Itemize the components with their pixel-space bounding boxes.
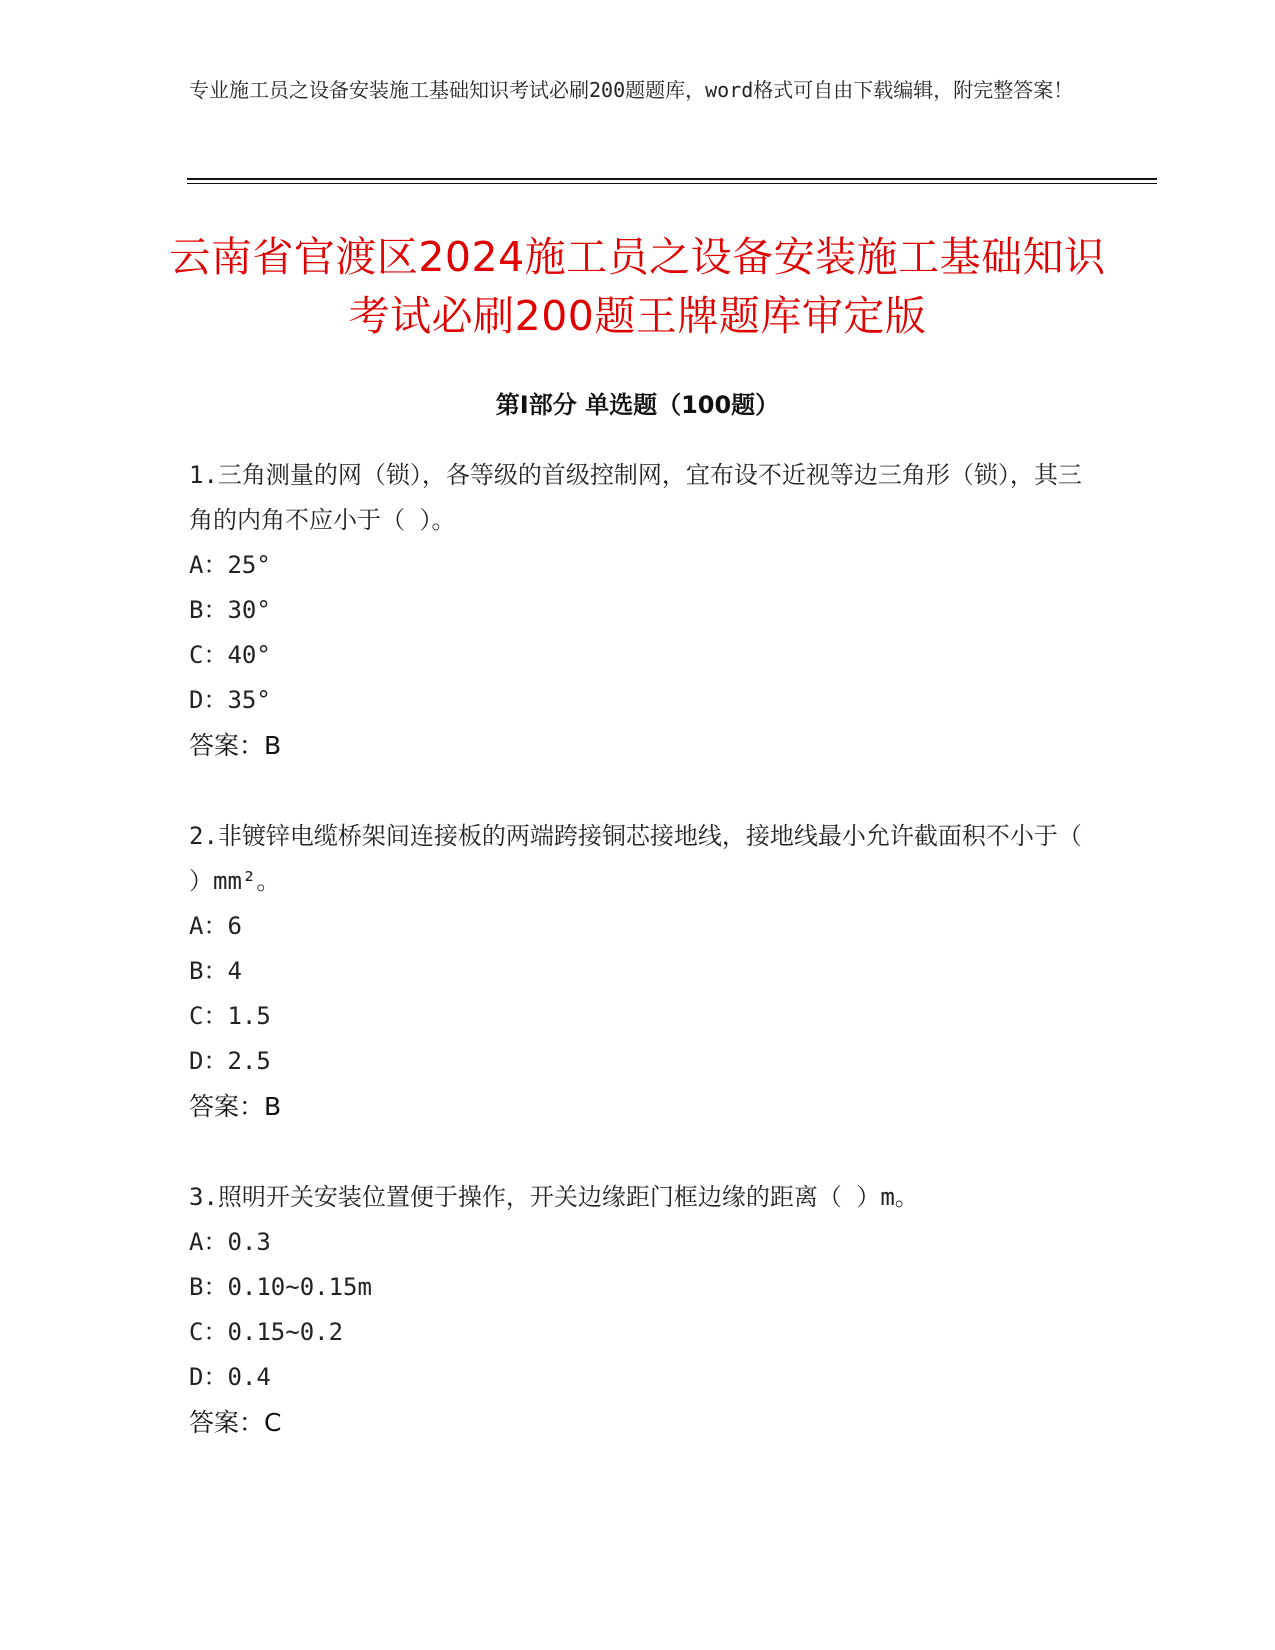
option-a: A：25° — [189, 551, 271, 579]
question-3 — [189, 1175, 1089, 1445]
option-c: C：40° — [189, 641, 271, 669]
question-stem: 3.照明开关安装位置便于操作，开关边缘距门框边缘的距离（ ）m。 — [189, 1183, 919, 1211]
header-divider-thin — [187, 183, 1157, 184]
question-stem: 2.非镀锌电缆桥架间连接板的两端跨接铜芯接地线，接地线最小允许截面积不小于（ ）mm²。 — [189, 822, 1082, 895]
question-1 — [189, 453, 1089, 768]
option-a: A：0.3 — [189, 1228, 271, 1256]
option-c: C：1.5 — [189, 1002, 271, 1030]
option-b: B：0.10~0.15m — [189, 1273, 372, 1301]
header-note: 专业施工员之设备安装施工基础知识考试必刷200题题库，word格式可自由下载编辑，附完整答案！ — [189, 78, 1074, 102]
document-title: 云南省官渡区2024施工员之设备安装施工基础知识考试必刷200题王牌题库审定版 — [169, 233, 1106, 340]
question-2 — [189, 814, 1089, 1129]
option-a: A：6 — [189, 912, 242, 940]
section-heading: 第I部分 单选题（100题） — [495, 391, 780, 419]
option-d: D：2.5 — [189, 1047, 271, 1075]
option-d: D：0.4 — [189, 1363, 271, 1391]
answer: 答案：B — [189, 1092, 282, 1121]
answer: 答案：C — [189, 1408, 282, 1437]
header-divider-thick — [187, 178, 1157, 180]
question-stem: 1.三角测量的网（锁），各等级的首级控制网，宜布设不近视等边三角形（锁），其三角的内角不应小于（ ）。 — [189, 461, 1082, 534]
option-b: B：4 — [189, 957, 242, 985]
option-d: D：35° — [189, 686, 271, 714]
option-c: C：0.15~0.2 — [189, 1318, 344, 1346]
answer: 答案：B — [189, 731, 282, 760]
option-b: B：30° — [189, 596, 271, 624]
